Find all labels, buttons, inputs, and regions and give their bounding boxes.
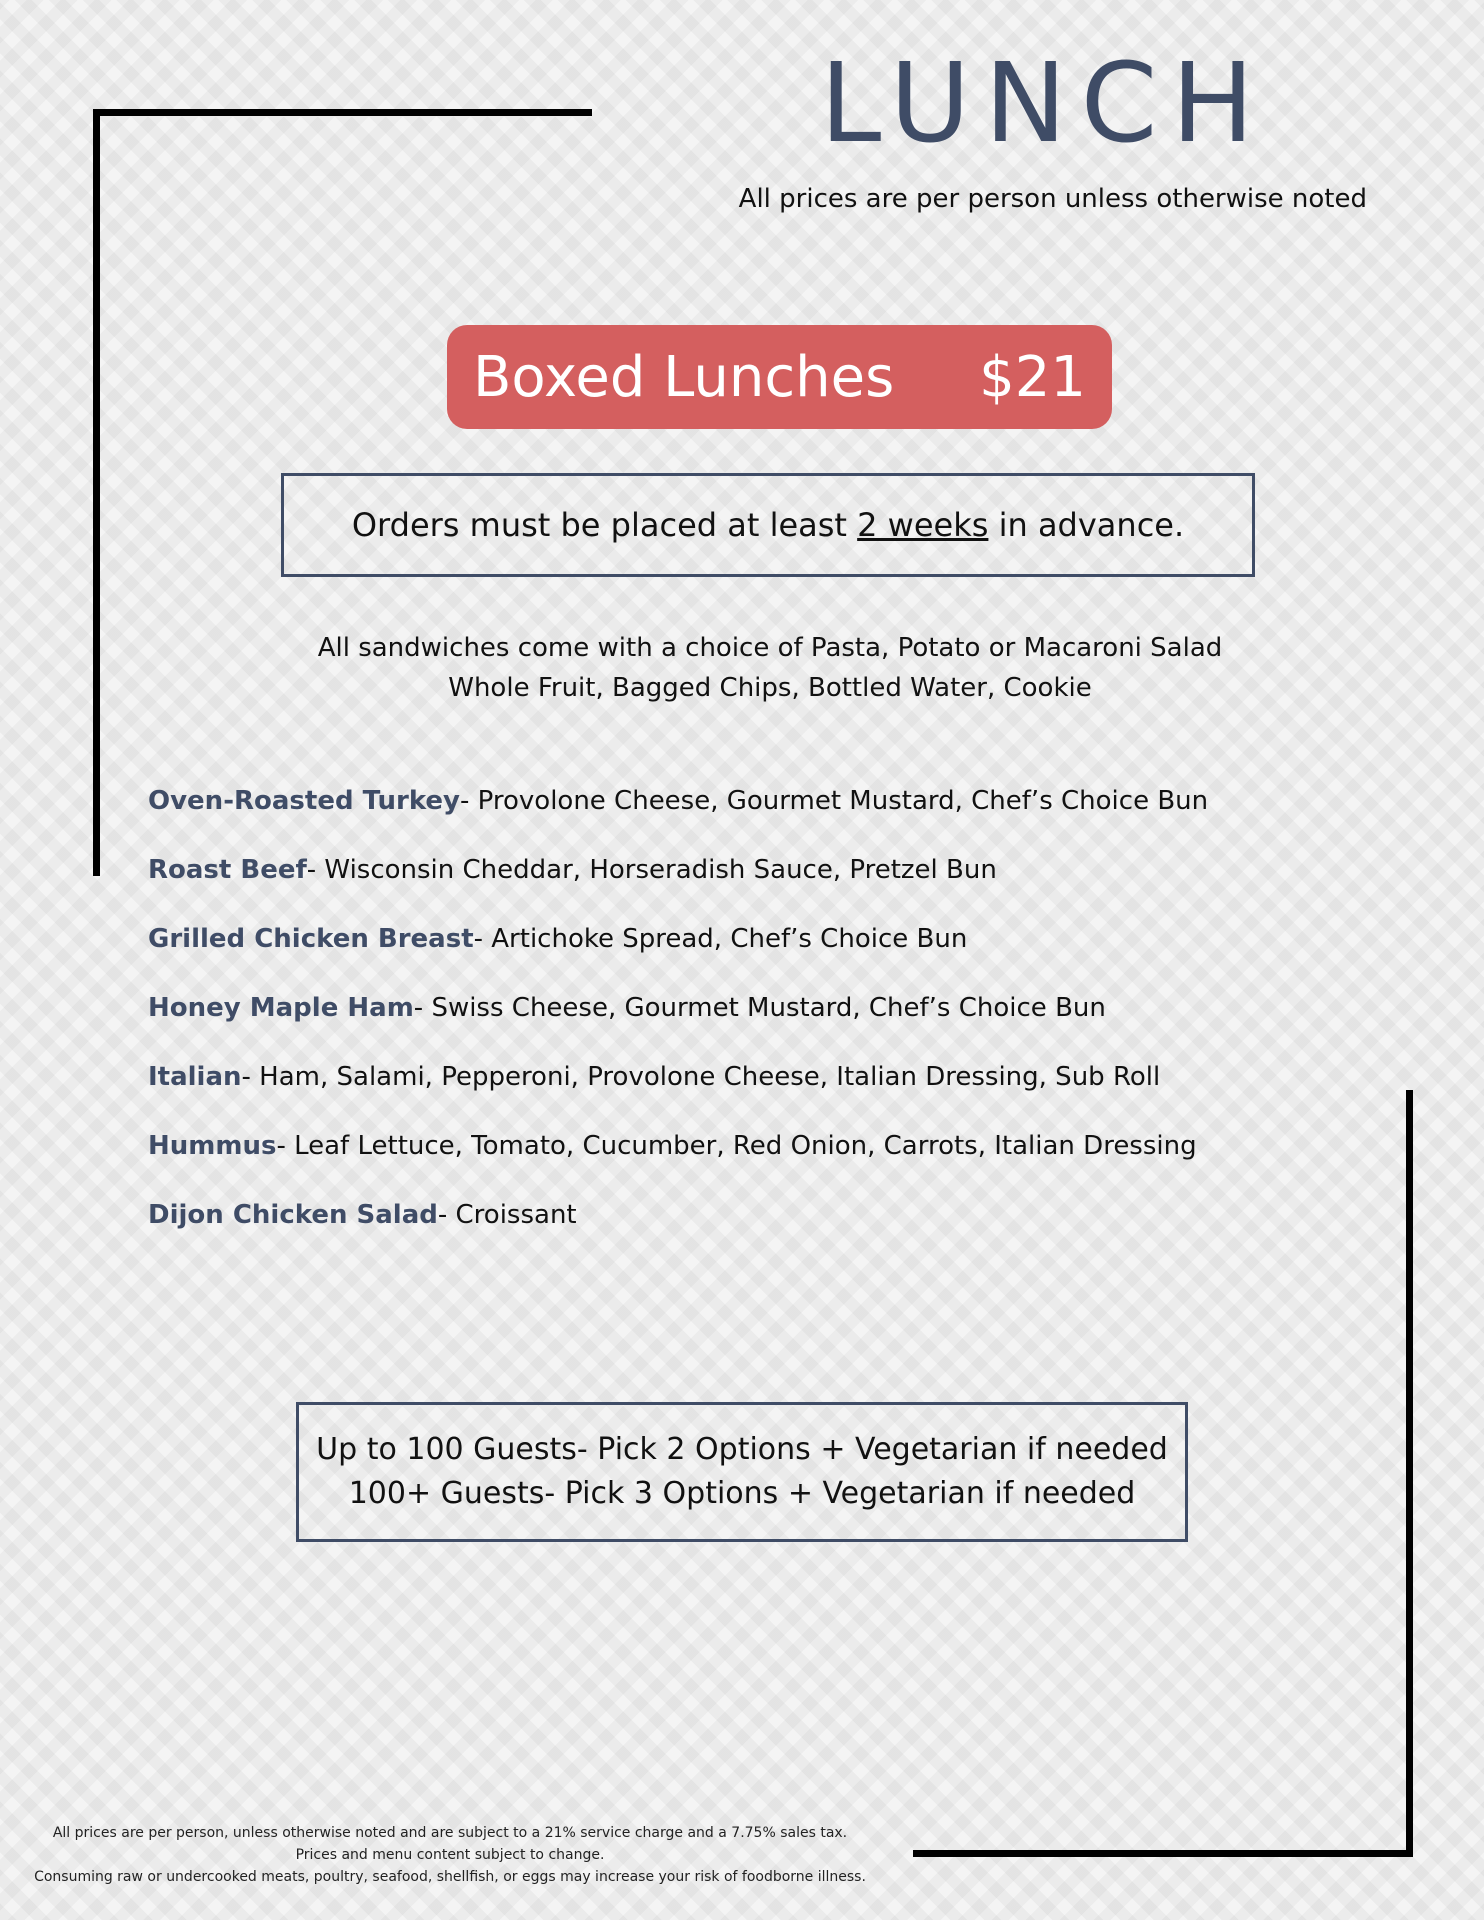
page-title: LUNCH bbox=[820, 39, 1269, 167]
sandwich-intro bbox=[220, 628, 1320, 708]
menu-item-description: - Leaf Lettuce, Tomato, Cucumber, Red Onion, Carrots, Italian Dressing bbox=[276, 1131, 1197, 1161]
menu-list bbox=[148, 780, 1328, 1263]
footer-line-3: Consuming raw or undercooked meats, poultry, seafood, shellfish, or eggs may increase your risk of foodborne illness. bbox=[34, 1869, 866, 1885]
menu-item bbox=[148, 1194, 1328, 1263]
footer-line-1: All prices are per person, unless otherwise noted and are subject to a 21% service charge and a 7.75% sales tax. bbox=[52, 1825, 848, 1841]
notice-emphasis: 2 weeks bbox=[857, 506, 989, 544]
section-header bbox=[447, 325, 1112, 429]
menu-item-description: - Provolone Cheese, Gourmet Mustard, Chef’s Choice Bun bbox=[460, 786, 1209, 816]
menu-item-description: - Ham, Salami, Pepperoni, Provolone Cheese, Italian Dressing, Sub Roll bbox=[241, 1062, 1161, 1092]
frame-left-vertical bbox=[93, 109, 100, 876]
menu-item-name: Italian bbox=[148, 1062, 242, 1092]
menu-item-description: - Croissant bbox=[437, 1200, 577, 1230]
menu-item bbox=[148, 780, 1328, 849]
intro-line-2: Whole Fruit, Bagged Chips, Bottled Water, Cookie bbox=[448, 673, 1092, 703]
menu-item-description: - Swiss Cheese, Gourmet Mustard, Chef’s Choice Bun bbox=[413, 993, 1106, 1023]
guest-line-1: Up to 100 Guests- Pick 2 Options + Vegetarian if needed bbox=[316, 1432, 1168, 1467]
section-price: $21 bbox=[979, 344, 1086, 410]
menu-item-name: Dijon Chicken Salad bbox=[148, 1200, 438, 1230]
menu-item bbox=[148, 849, 1328, 918]
notice-before: Orders must be placed at least bbox=[351, 506, 858, 544]
menu-item-name: Honey Maple Ham bbox=[148, 993, 414, 1023]
frame-bottom-right-horizontal bbox=[913, 1850, 1413, 1857]
menu-item bbox=[148, 1125, 1328, 1194]
menu-item-description: - Wisconsin Cheddar, Horseradish Sauce, Pretzel Bun bbox=[306, 855, 997, 885]
page-subtitle: All prices are per person unless otherwise noted bbox=[738, 184, 1367, 214]
guest-options bbox=[296, 1402, 1188, 1542]
menu-item bbox=[148, 1056, 1328, 1125]
order-notice bbox=[281, 473, 1255, 577]
intro-line-1: All sandwiches come with a choice of Pasta, Potato or Macaroni Salad bbox=[317, 633, 1223, 663]
frame-top-left-horizontal bbox=[93, 109, 592, 116]
section-name: Boxed Lunches bbox=[473, 344, 895, 410]
menu-item-description: - Artichoke Spread, Chef’s Choice Bun bbox=[473, 924, 968, 954]
menu-item bbox=[148, 918, 1328, 987]
notice-after: in advance. bbox=[988, 506, 1185, 544]
menu-item-name: Oven-Roasted Turkey bbox=[148, 786, 460, 816]
menu-item-name: Hummus bbox=[148, 1131, 277, 1161]
menu-item-name: Roast Beef bbox=[148, 855, 307, 885]
frame-right-vertical bbox=[1406, 1090, 1413, 1857]
guest-line-2: 100+ Guests- Pick 3 Options + Vegetarian if needed bbox=[348, 1476, 1136, 1511]
footer-line-2: Prices and menu content subject to change. bbox=[295, 1847, 605, 1863]
menu-item-name: Grilled Chicken Breast bbox=[148, 924, 474, 954]
menu-item bbox=[148, 987, 1328, 1056]
footer-disclaimer bbox=[30, 1822, 870, 1888]
